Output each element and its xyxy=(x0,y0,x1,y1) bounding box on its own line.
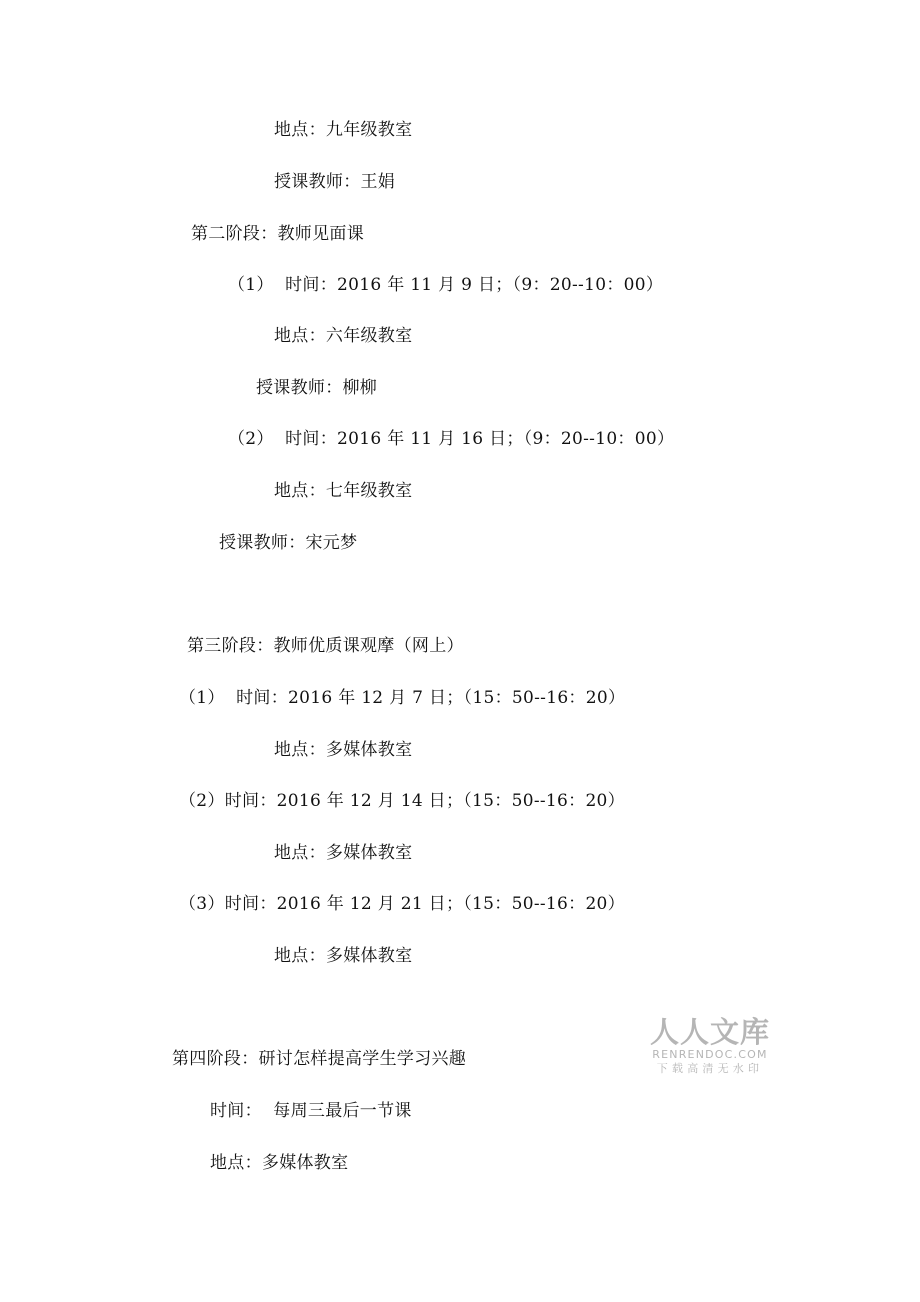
stage-heading: 第三阶段：教师优质课观摩（网上） xyxy=(187,636,464,656)
stage-heading: 第二阶段：教师见面课 xyxy=(191,224,364,244)
location-line: 地点：六年级教室 xyxy=(274,326,413,346)
location-line: 地点：多媒体教室 xyxy=(210,1153,349,1173)
time-line: （2）时间：2016 年 12 月 14 日；（15：50--16：20） xyxy=(179,791,625,811)
location-line: 地点：多媒体教室 xyxy=(274,946,413,966)
watermark-logo xyxy=(646,1016,774,1076)
location-line: 地点：九年级教室 xyxy=(274,120,413,140)
watermark-subtitle: 下载高清无水印 xyxy=(656,1062,764,1075)
teacher-line: 授课教师：宋元梦 xyxy=(219,533,358,553)
watermark-title: 人人文库 xyxy=(649,1015,770,1049)
time-line: （1） 时间：2016 年 12 月 7 日；（15：50--16：20） xyxy=(179,688,626,708)
time-line: 时间： 每周三最后一节课 xyxy=(210,1101,412,1121)
location-line: 地点：多媒体教室 xyxy=(274,740,413,760)
time-line: （2） 时间：2016 年 11 月 16 日；（9：20--10：00） xyxy=(228,429,675,449)
teacher-line: 授课教师：王娟 xyxy=(274,172,396,192)
teacher-line: 授课教师：柳柳 xyxy=(256,378,378,398)
location-line: 地点：多媒体教室 xyxy=(274,843,413,863)
location-line: 地点：七年级教室 xyxy=(274,481,413,501)
watermark-url: RENRENDOC.COM xyxy=(652,1048,768,1061)
time-line: （1） 时间：2016 年 11 月 9 日；（9：20--10：00） xyxy=(228,275,664,295)
time-line: （3）时间：2016 年 12 月 21 日；（15：50--16：20） xyxy=(179,894,625,914)
stage-heading: 第四阶段：研讨怎样提高学生学习兴趣 xyxy=(172,1049,467,1069)
